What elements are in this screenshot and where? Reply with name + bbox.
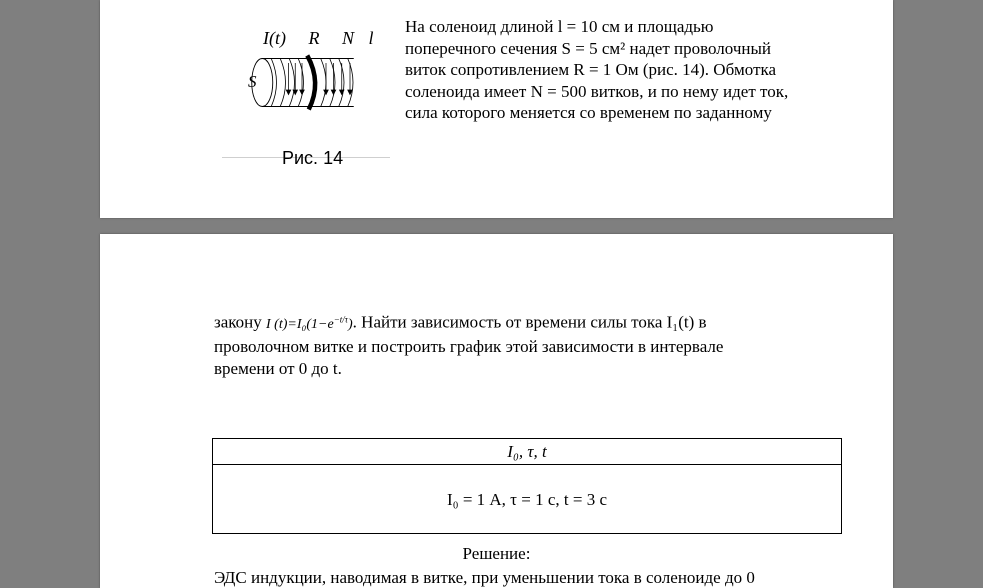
text-line: соленоида имеет N = 500 витков, и по нему идет ток,	[405, 81, 789, 101]
figure-label-S: S	[248, 72, 257, 91]
text-line: проволочном витке и построить график этой зависимости в интервале	[214, 336, 724, 356]
text-line	[214, 308, 814, 336]
solution-title: Решение:	[462, 544, 531, 563]
formula	[266, 314, 353, 332]
text-line: поперечного сечения S = 5 см² надет проволочный	[405, 38, 771, 58]
figure-label-l: l	[368, 28, 374, 48]
text-suffix: . Найти зависимость от времени силы тока I₁(t) в	[352, 312, 707, 332]
table-values: I₀ = 1 А, τ = 1 с, t = 3 с	[446, 490, 608, 509]
formula-body: I (t)=I₀(1−e	[266, 316, 334, 332]
solenoid-figure	[230, 48, 380, 138]
document-page-1	[100, 0, 893, 218]
given-data-table	[212, 438, 842, 534]
table-header: I₀, τ, t	[213, 439, 841, 465]
problem-text-continued	[214, 308, 814, 380]
formula-exponent: −t/τ	[333, 314, 348, 324]
figure-caption: Рис. 14	[282, 148, 344, 168]
text-prefix: закону	[214, 312, 267, 332]
document-page-2	[100, 234, 893, 588]
problem-text	[405, 16, 865, 124]
figure-top-labels	[263, 28, 392, 49]
figure-label-N: N	[341, 28, 354, 48]
solution-text: ЭДС индукции, наводимая в витке, при уменьшении тока в соленоиде до 0	[214, 568, 755, 587]
text-line: времени от 0 до t.	[214, 358, 342, 378]
figure-label-R: R	[308, 28, 320, 48]
text-line: На соленоид длиной l = 10 см и площадью	[405, 17, 714, 36]
text-line: сила которого меняется со временем по заданному	[405, 103, 772, 122]
formula-close: )	[348, 316, 353, 332]
figure-label-I: I(t)	[263, 28, 286, 48]
text-line: виток сопротивлением R = 1 Ом (рис. 14). Обмотка	[405, 60, 777, 79]
